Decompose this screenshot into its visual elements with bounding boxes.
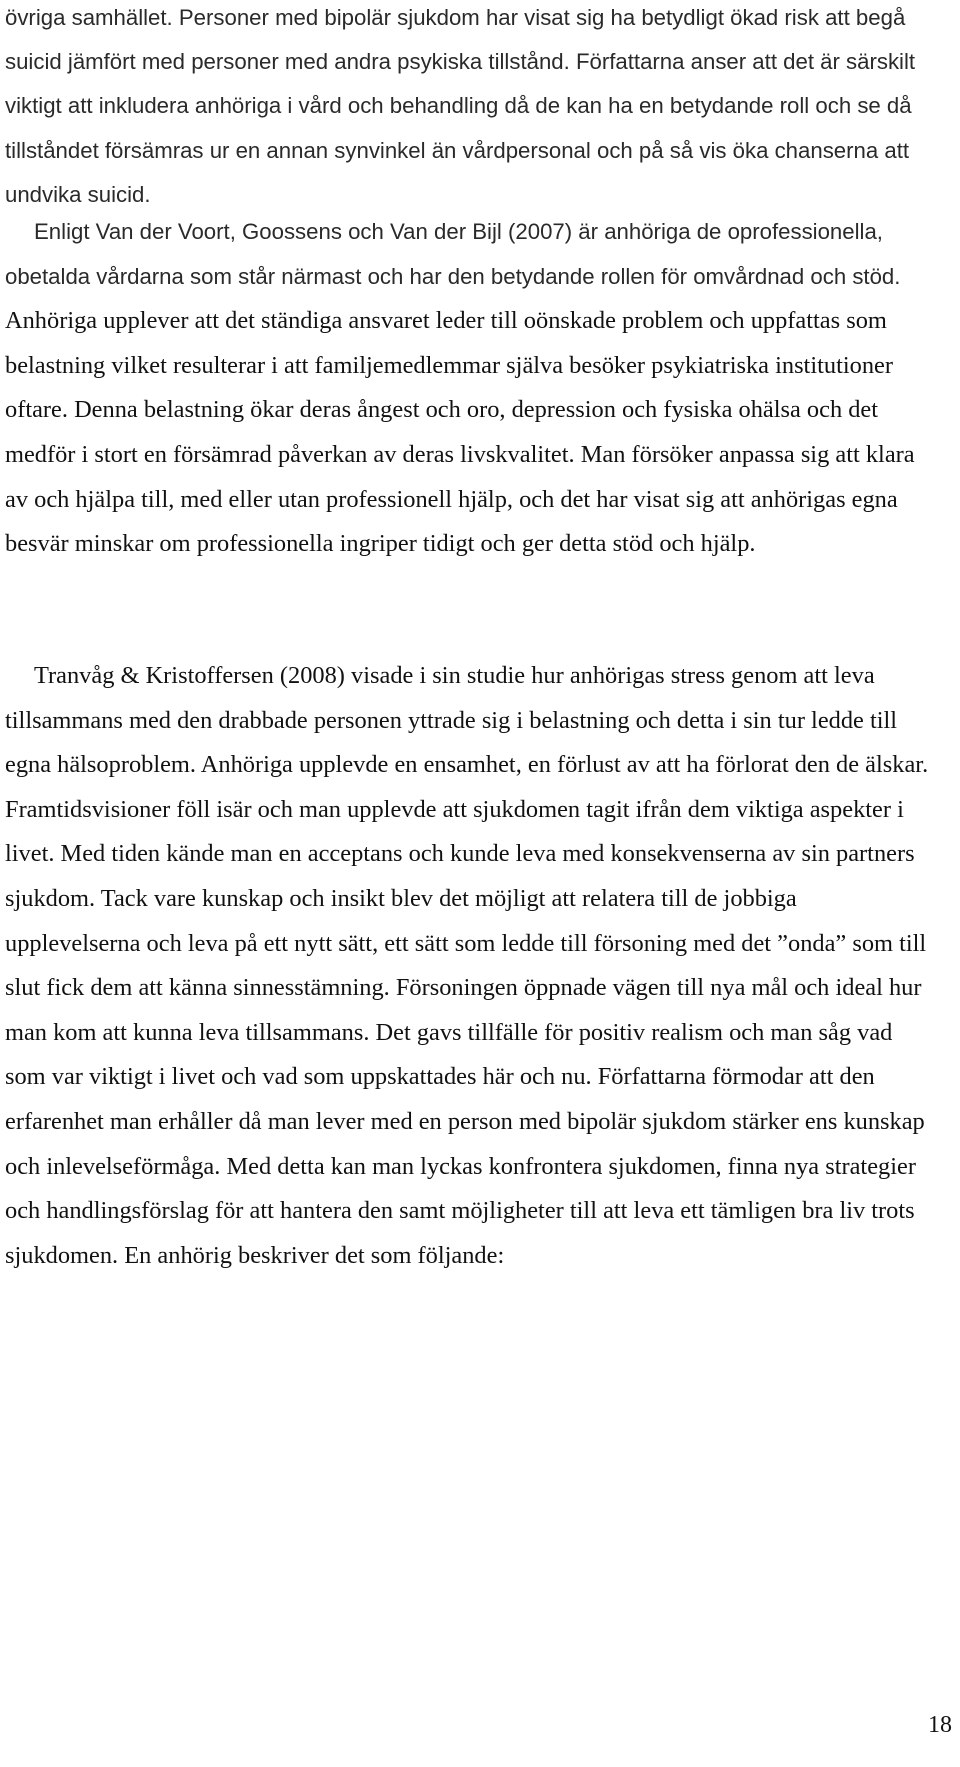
paragraph-3: Tranvåg & Kristoffersen (2008) visade i sin studie hur anhörigas stress genom att leva tillsammans med den drabbade personen yttrade sig i belastning och detta i sin tur ledde till egna hälsoproblem. Anhöriga upplevde en ensamhet, en förlust av att ha förlorat den de älskar. Framtidsvisioner föll isär och man upplevde att sjukdomen tagit ifrån dem viktiga aspekter i livet. Med tiden kände man en acceptans och kunde leva med konsekvenserna av sin partners sjukdom. Tack vare kunskap och insikt blev det möjligt att relatera till de jobbiga upplevelserna och leva på ett nytt sätt, ett sätt som ledde till försoning med det ”onda” som till slut fick dem att känna sinnesstämning. Försoningen öppnade vägen till nya mål och ideal hur man kom att kunna leva tillsammans. Det gavs tillfälle för positiv realism och man såg vad som var viktigt i livet och vad som uppskattades här och nu. Författarna förmodar att den erfarenhet man erhåller då man lever med en person med bipolär sjukdom stärker ens kunskap och inlevelseförmåga. Med detta kan man lyckas konfrontera sjukdomen, finna nya strategier och handlingsförslag för att hantera den samt möjligheter till att leva ett tämligen bra liv trots sjukdomen. En anhörig beskriver det som följande: xyxy=(5,662,929,1269)
paragraph-1: övriga samhället. Personer med bipolär sjukdom har visat sig ha betydligt ökad risk att begå suicid jämfört med personer med andra psykiska tillstånd. Författarna anser att det är särskilt viktigt att inkludera anhöriga i vård och behandling då de kan ha en betydande roll och se då tillståndet försämras ur en annan synvinkel än vårdpersonal och på så vis öka chanserna att undvika suicid. xyxy=(5,5,916,207)
document-page xyxy=(5,0,935,1767)
paragraph-2-sans-segment: Enligt Van der Voort, Goossens och Van der Bijl (2007) är anhöriga de oprofessionella, obetalda vårdarna som står närmast och har den betydande rollen för omvårdnad och stöd. xyxy=(5,219,901,289)
paragraph-2-serif-segment: Anhöriga upplever att det ständiga ansvaret leder till oönskade problem och uppfattas som belastning vilket resulterar i att familjemedlemmar själva besöker psykiatriska institutioner oftare. Denna belastning ökar deras ångest och oro, depression och fysiska ohälsa och det medför i stort en försämrad påverkan av deras livskvalitet. Man försöker anpassa sig att klara av och hjälpa till, med eller utan professionell hjälp, och det har visat sig att anhörigas egna besvär minskar om professionella ingriper tidigt och ger detta stöd och hjälp. xyxy=(5,307,915,558)
paragraph-2 xyxy=(5,210,935,567)
page-number: 18 xyxy=(928,1712,952,1738)
